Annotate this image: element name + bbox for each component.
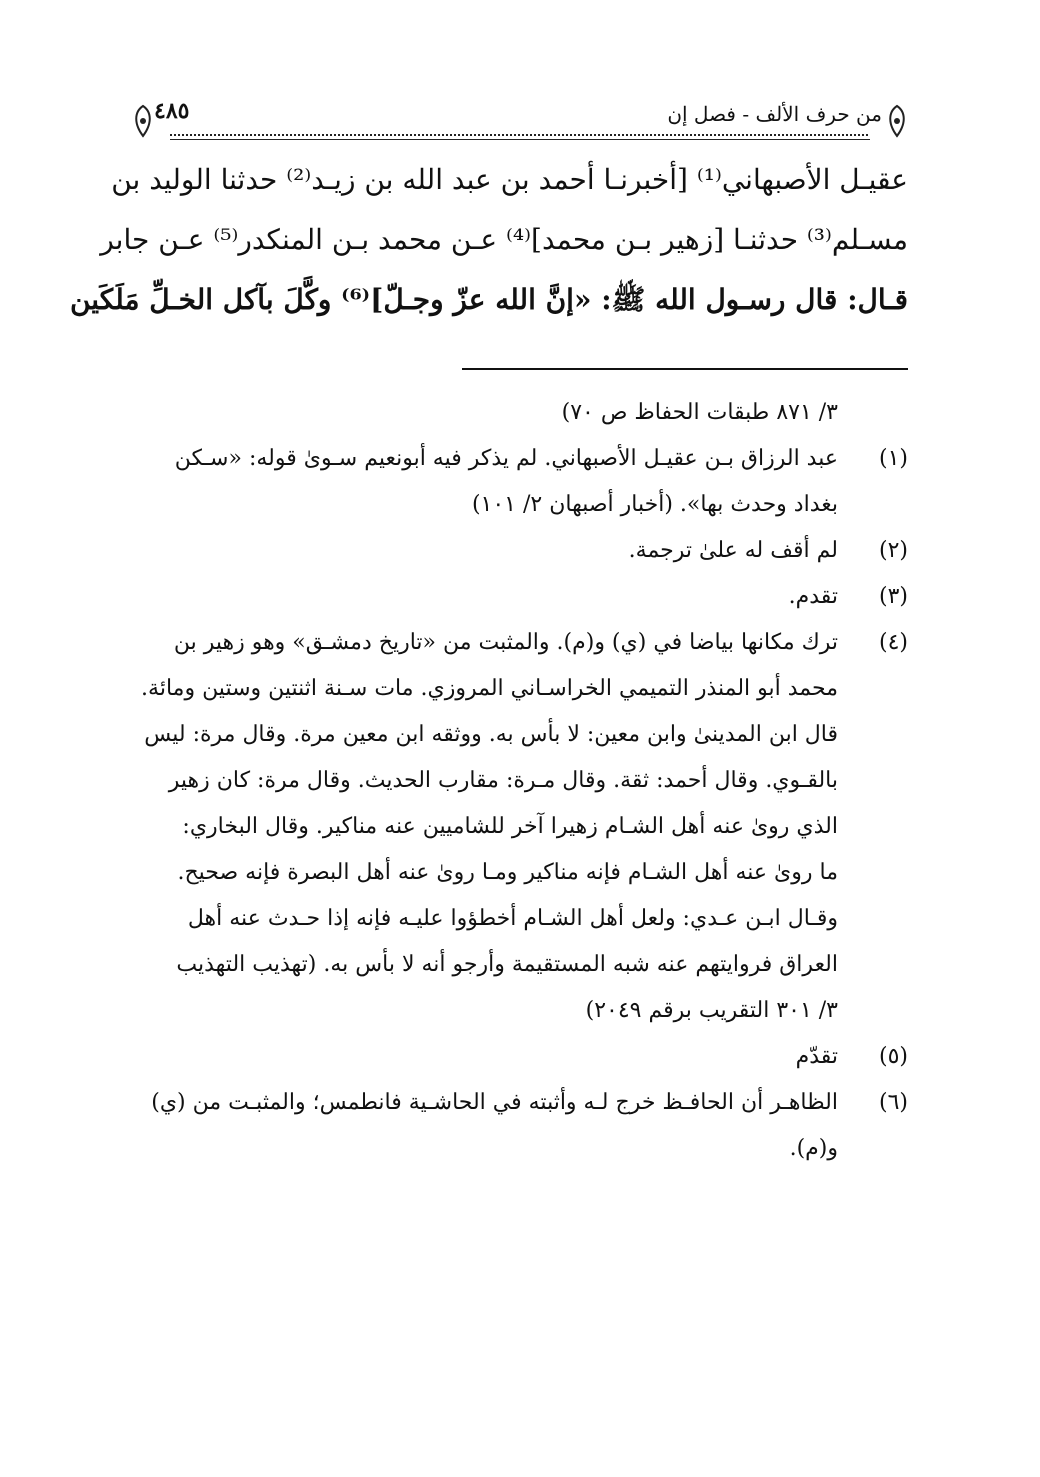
footnote-number: (٥): [878, 1044, 908, 1069]
footnote-line: بالقـوي. وقال أحمد: ثقة. وقال مـرة: مقارب الحديث. وقال مرة: كان زهير: [168, 768, 838, 793]
footnote: [132, 1034, 908, 1080]
footnote-line: و(م).: [789, 1136, 838, 1161]
main-text-line: قـال: قال رسـول الله ﷺ: «إنَّ الله عزّ وجـلّ]⁽⁶⁾ وكَّلَ بآكل الخـلِّ مَلَكَين: [69, 283, 908, 316]
page-header: [130, 98, 910, 142]
footnote: [132, 574, 908, 620]
footnote: [132, 620, 908, 1034]
footnote-line: وقـال ابـن عـدي: ولعل أهل الشـام أخطؤوا عليـه فإنه إذا حـدث عنه أهل: [187, 906, 838, 931]
header-rule: [170, 134, 870, 140]
main-text-line: مسـلم⁽³⁾ حدثنـا [زهير بـن محمد]⁽⁴⁾ عـن محمد بـن المنكدر⁽⁵⁾ عـن جابر: [100, 223, 908, 256]
footnote-line: الذي روىٰ عنه أهل الشـام زهيرا آخر للشاميين عنه مناكير. وقال البخاري:: [182, 814, 838, 839]
footnote-line: ترك مكانها بياضا في (ي) و(م). والمثبت من «تاريخ دمشـق» وهو زهير بن: [173, 630, 838, 655]
ornament-icon: [884, 104, 910, 138]
footnote-line: تقدّم: [795, 1044, 838, 1069]
footnote-line: تقدم.: [788, 584, 838, 609]
footnote-line: عبد الرزاق بـن عقيـل الأصبهاني. لم يذكر فيه أبونعيم سـوىٰ قوله: «سـكن: [174, 446, 838, 471]
footnote-line: ما روىٰ عنه أهل الشـام فإنه مناكير ومـا روىٰ عنه أهل البصرة فإنه صحيح.: [177, 860, 838, 885]
footnote-line: ٣/ ٣٠١ التقريب برقم ٢٠٤٩): [585, 998, 838, 1023]
footnote-continuation: ٣/ ٨٧١ طبقات الحفاظ ص ٧٠): [561, 400, 838, 425]
footnote-number: (٦): [878, 1090, 908, 1115]
footnote-line: لم أقف له علىٰ ترجمة.: [628, 538, 838, 563]
footnote-number: (٤): [878, 630, 908, 655]
footnote: [132, 436, 908, 528]
footnote-number: (١): [878, 446, 908, 471]
main-text: [69, 150, 908, 330]
footnote-line: بغداد وحدث بها». (أخبار أصبهان ٢/ ١٠١): [471, 492, 838, 517]
footnote: [132, 528, 908, 574]
footnote-number: (٣): [878, 584, 908, 609]
footnote-number: (٢): [878, 538, 908, 563]
footnote-divider: [462, 368, 908, 370]
running-title: من حرف الألف - فصل إن: [667, 102, 882, 126]
footnotes: [132, 390, 908, 1172]
main-text-line: عقيـل الأصبهاني⁽¹⁾ [أخبرنـا أحمد بن عبد الله بن زيـد⁽²⁾ حدثنا الوليد بن: [111, 163, 908, 196]
footnote: [132, 1080, 908, 1172]
footnote-line: محمد أبو المنذر التميمي الخراسـاني المروزي. مات سـنة اثنتين وستين ومائة.: [141, 676, 838, 701]
page-number: ٤٨٥: [154, 98, 190, 124]
footnote-line: العراق فروايتهم عنه شبه المستقيمة وأرجو أنه لا بأس به. (تهذيب التهذيب: [176, 952, 838, 977]
footnote-line: قال ابن المدينىٰ وابن معين: لا بأس به. ووثقه ابن معين مرة. وقال مرة: ليس: [144, 722, 838, 747]
ornament-icon: [130, 104, 156, 138]
footnote-line: الظاهـر أن الحافـظ خرج لـه وأثبته في الحاشـية فانطمس؛ والمثبـت من (ي): [151, 1090, 838, 1115]
